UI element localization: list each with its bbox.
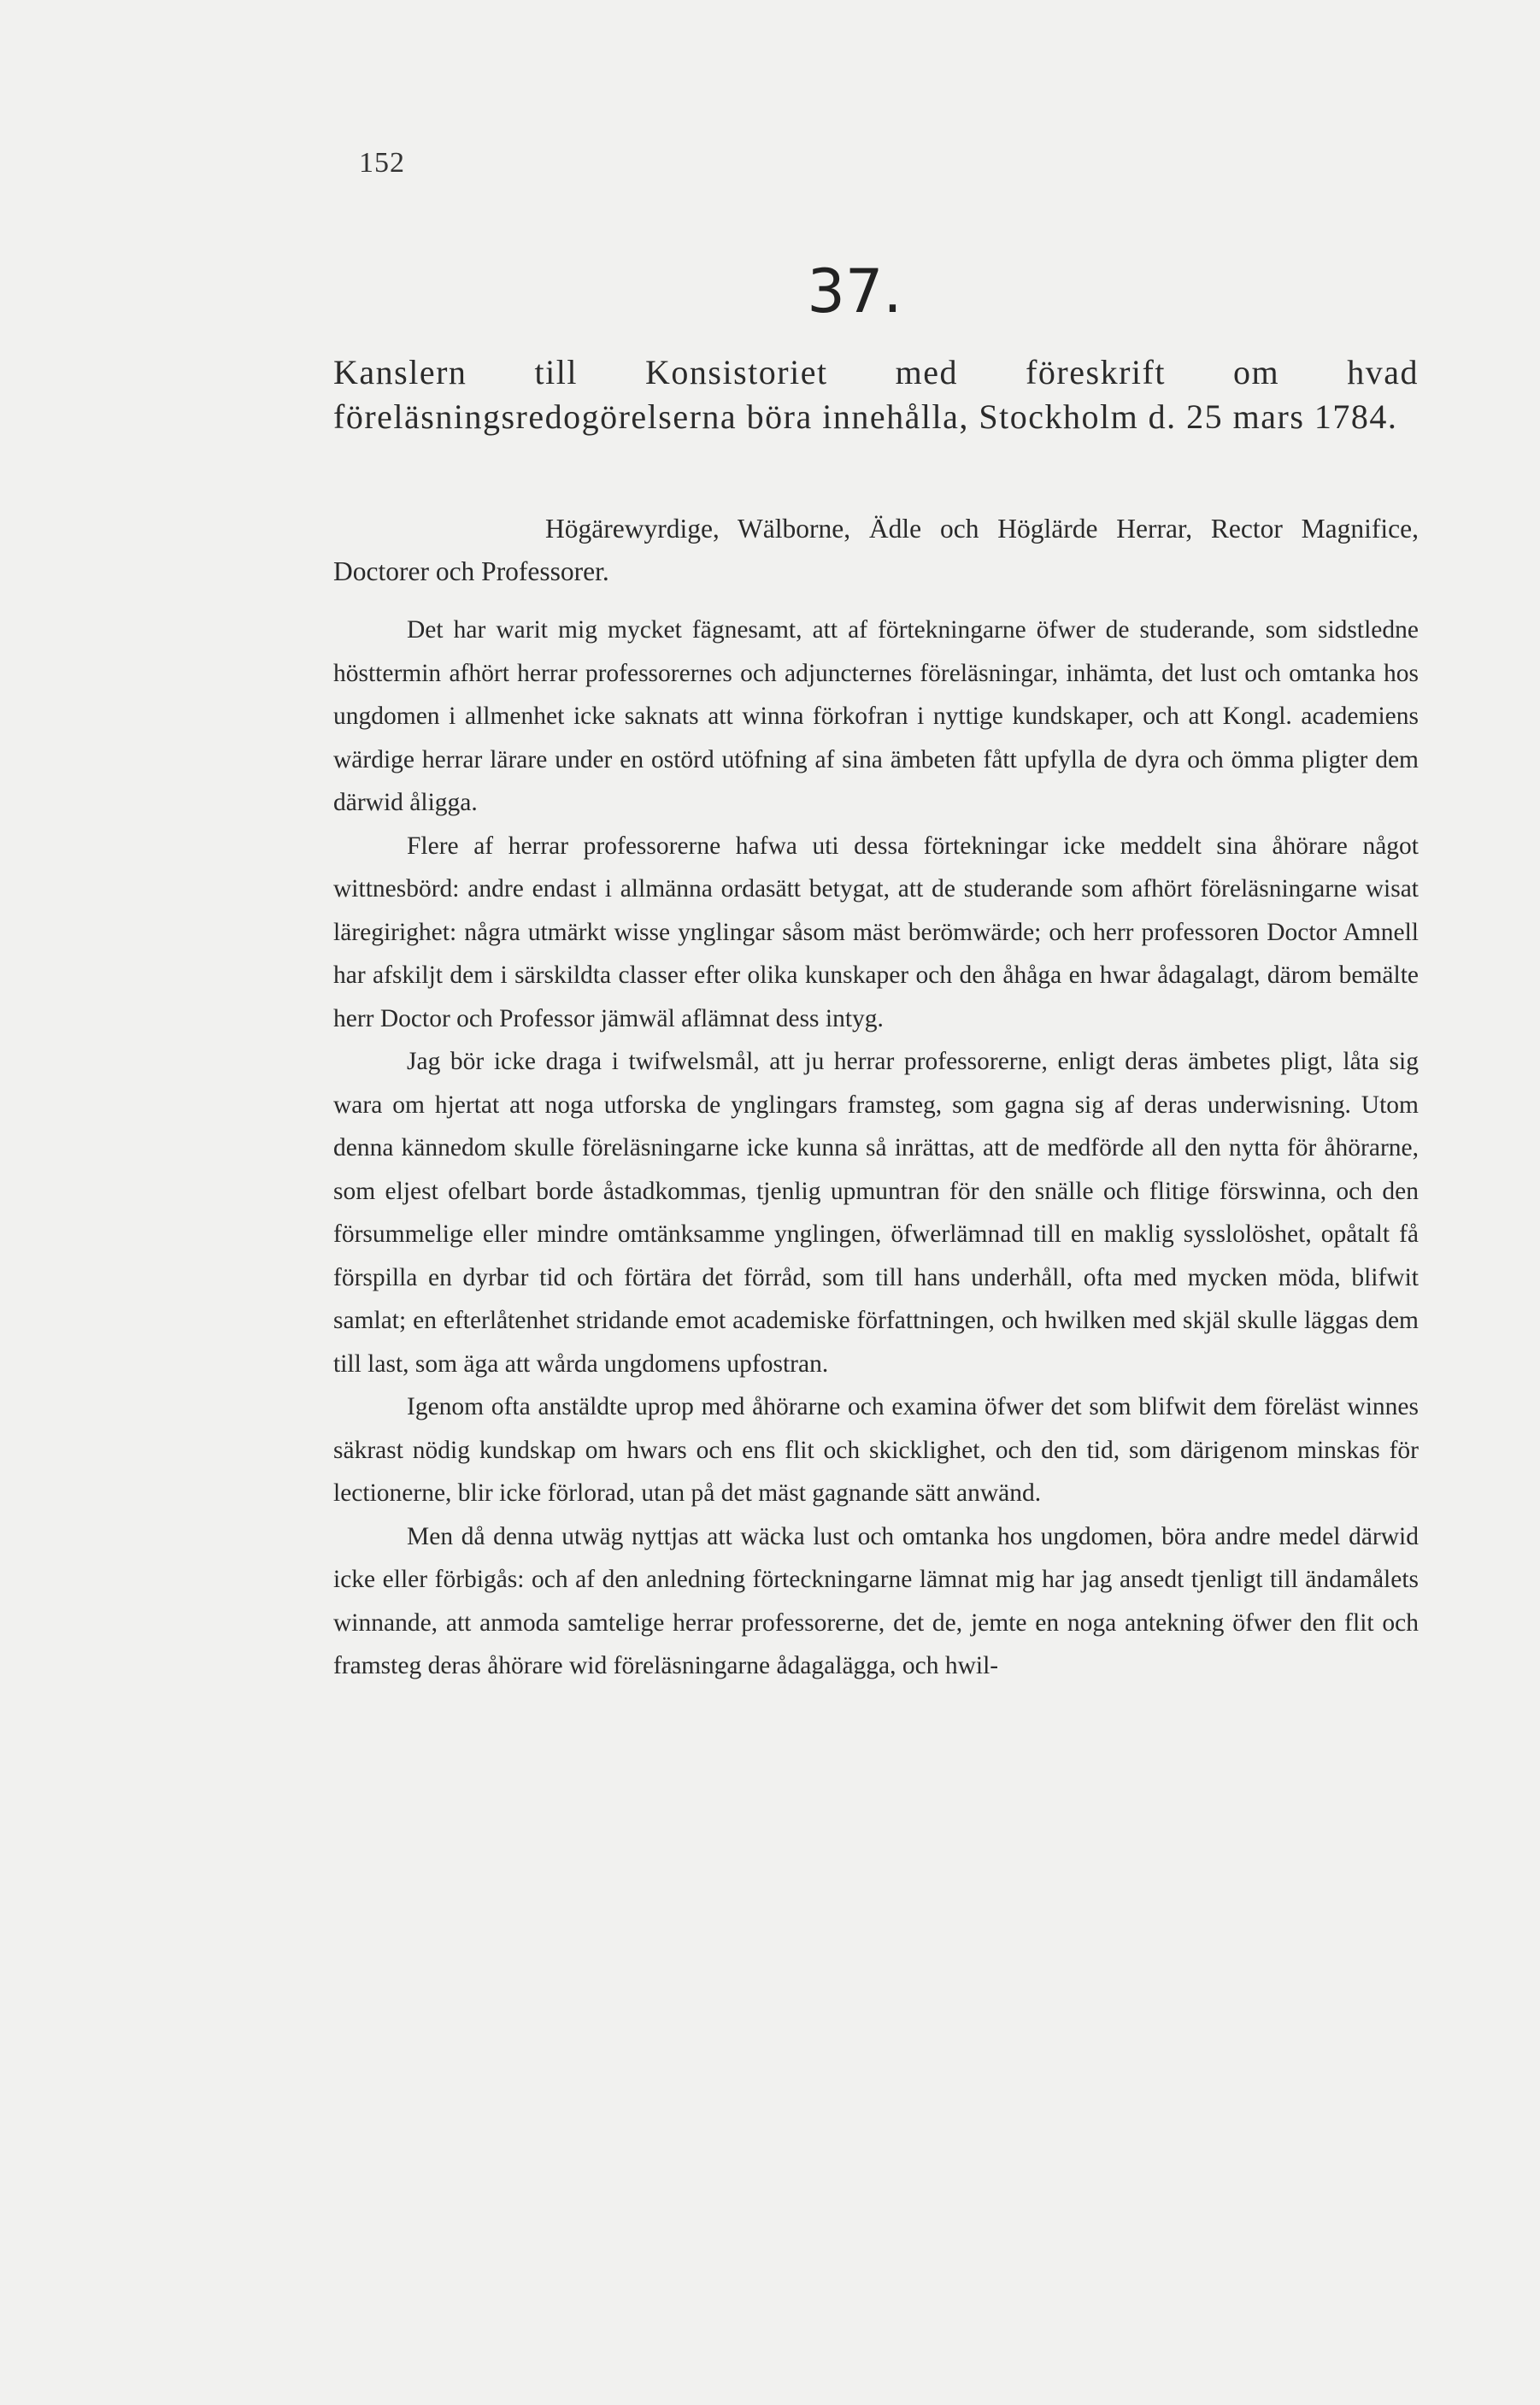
page-number: 152: [359, 147, 405, 179]
document-heading: Kanslern till Konsistoriet med föreskrift om hvad föreläsningsredogörelserna böra innehålla, Stockholm d. 25 mars 1784.: [333, 353, 1419, 436]
document-number: 37.: [807, 256, 902, 326]
body-text: [333, 609, 1419, 1688]
paragraph: Flere af herrar professorerne hafwa uti dessa förtekningar icke meddelt sina åhörare något wittnesbörd: andre endast i allmänna ordasätt betygat, att de studerande som afhört föreläsningarne wisat läregirighet: några utmärkt wisse ynglingar såsom mäst berömwärde; och herr professoren Doctor Amnell har afskiljt dem i särskildta classer efter olika kunskaper och den åhåga en hwar ådagalagt, därom bemälte herr Doctor och Professor jämwäl aflämnat dess intyg.: [333, 832, 1419, 1032]
paragraph: Jag bör icke draga i twifwelsmål, att ju herrar professorerne, enligt deras ämbetes pligt, låta sig wara om hjertat att noga utforska de ynglingars framsteg, som gagna sig af deras underwisning. Utom denna kännedom skulle föreläsningarne icke kunna så inrättas, att de medförde all den nytta för åhörarne, som eljest ofelbart borde åstadkommas, tjenlig upmuntran för den snälle och flitige förswinna, och den försummelige eller mindre omtänksamme ynglingen, öfwerlämnad till en maklig sysslolöshet, opåtalt få förspilla en dyrbar tid och förtära det förråd, som till hans underhåll, ofta med mycken möda, blifwit samlat; en efterlåtenhet stridande emot academiske författningen, och hwilken med skjäl skulle läggas dem till last, som äga att wårda ungdomens upfostran.: [333, 1048, 1419, 1378]
paragraph: Det har warit mig mycket fägnesamt, att af förtekningarne öfwer de studerande, som sidstledne hösttermin afhört herrar professorernes och adjuncternes föreläsningar, inhämta, det lust och omtanka hos ungdomen i allmenhet icke saknats att winna förkofran i nyttige kundskaper, och att Kongl. academiens wärdige herrar lärare under en ostörd utöfning af sina ämbeten fått upfylla de dyra och ömma pligter dem därwid åligga.: [333, 616, 1419, 816]
paragraph: Igenom ofta anstäldte uprop med åhörarne och examina öfwer det som blifwit dem föreläst winnes säkrast nödig kundskap om hwars och ens flit och skicklighet, och den tid, som därigenom minskas för lectionerne, blir icke förlorad, utan på det mäst gagnande sätt anwänd.: [333, 1393, 1419, 1507]
salutation: Högärewyrdige, Wälborne, Ädle och Höglärde Herrar, Rector Magnifice, Doctorer och Professorer.: [333, 514, 1419, 586]
paragraph: Men då denna utwäg nyttjas att wäcka lust och omtanka hos ungdomen, böra andre medel därwid icke eller förbigås: och af den anledning förteckningarne lämnat mig har jag ansedt tjenligt till ändamålets winnande, att anmoda samtelige herrar professorerne, det de, jemte en noga antekning öfwer den flit och framsteg deras åhörare wid föreläsningarne ådagalägga, och hwil-: [333, 1522, 1419, 1679]
